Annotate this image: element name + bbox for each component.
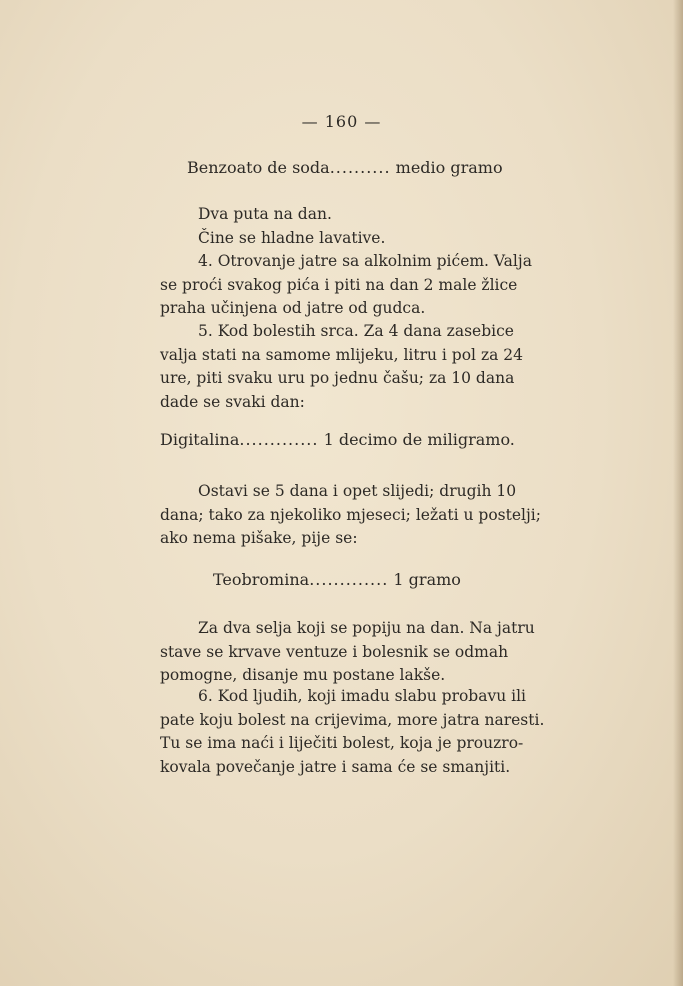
item-6-line: kovala povečanje jatre i sama će se smanjiti. [160,757,511,776]
item-6-line: Tu se ima naći i liječiti bolest, koja je prouzro- [160,734,524,752]
formula-benzoato [187,158,503,177]
formula-dose: 1 decimo de miligramo. [323,430,515,449]
leeches-line: stave se krvave ventuze i bolesnik se odmah [160,642,509,661]
paragraph-item-4 [160,250,558,321]
paragraph-dosage-1 [160,203,558,250]
formula-name: Digitalina [160,430,240,449]
cold-wash-line: Čine se hladne lavative. [198,228,386,247]
item-4-line: 4. Otrovanje jatre sa alkolnim pićem. Valja [198,252,532,270]
rest-line: Ostavi se 5 dana i opet slijedi; drugih 10 [198,482,517,500]
rest-line: dana; tako za njekoliko mjeseci; ležati u postelji; [160,505,541,524]
page-edge-shadow [673,0,683,986]
item-4-line: se proći svakog pića i piti na dan 2 male žlice [160,275,518,294]
leeches-line: pomogne, disanje mu postane lakše. [160,666,446,684]
leeches-line: Za dva selja koji se popiju na dan. Na jatru [198,619,535,637]
formula-name: Teobromina [213,570,310,589]
formula-name: Benzoato de soda [187,158,330,177]
rest-line: ako nema pišake, pije se: [160,529,358,547]
item-5-line: dade se svaki dan: [160,392,305,411]
item-5-line: ure, piti svaku uru po jednu čašu; za 10 dana [160,369,515,387]
formula-dose: medio gramo [395,158,503,177]
item-5-line: valja stati na samome mlijeku, litru i pol za 24 [160,345,524,364]
paragraph-item-6 [160,685,558,779]
paragraph-rest [160,480,558,551]
item-6-line: pate koju bolest na crijevima, more jatra naresti. [160,710,545,729]
formula-digitalina [160,430,515,449]
formula-dots: ............. [239,430,319,449]
paragraph-item-5 [160,320,558,414]
item-4-line: praha učinjena od jatre od gudca. [160,299,426,317]
formula-dose: 1 gramo [393,570,461,589]
formula-dots: .......... [329,158,391,177]
formula-teobromina [213,570,461,589]
item-5-line: 5. Kod bolestih srca. Za 4 dana zasebice [198,322,514,340]
page-number: — 160 — [301,112,382,131]
dose-frequency-line: Dva puta na dan. [198,205,332,223]
paragraph-leeches [160,617,558,688]
item-6-line: 6. Kod ljudih, koji imadu slabu probavu ili [198,687,527,705]
formula-dots: ............. [309,570,389,589]
